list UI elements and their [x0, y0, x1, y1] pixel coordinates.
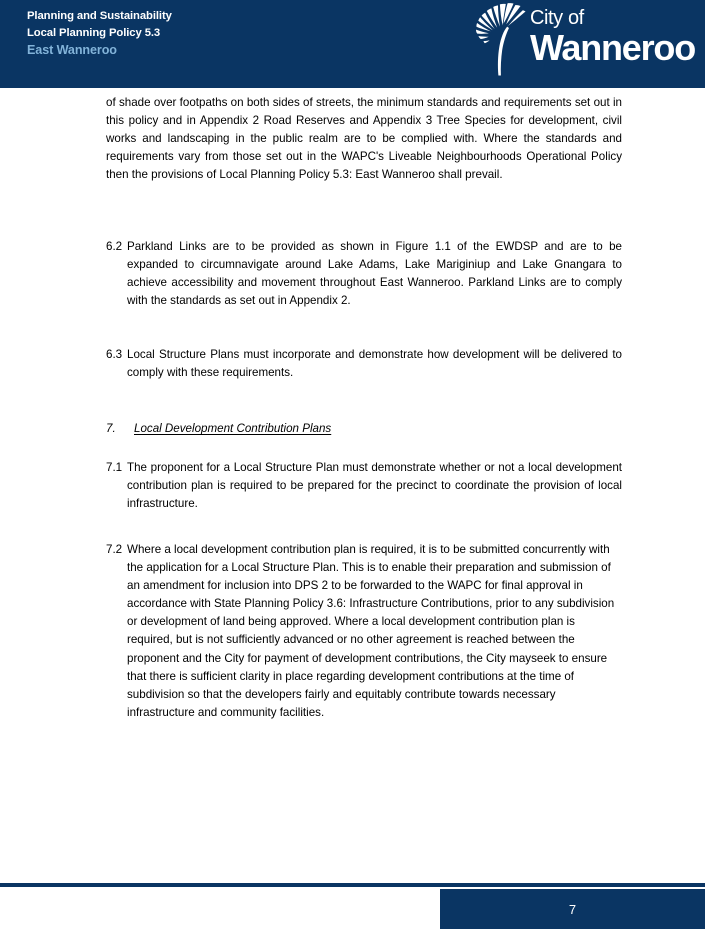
clause-7-2-text: Where a local development contribution plan is required, it is to be submitted concurrently with the application for a Local Structure Plan. This is to enable their preparation and submission of an amendment for inclusion into DPS 2 to be forwarded to the WAPC for final approval in accordance with State Planning Policy 3.6: Infrastructure Contributions, prior to any subdivision or development of land being approved. Where a local development contribution plan is required, but is not sufficiently advanced or no other agreement is reached between the proponent and the City for payment of development contributions, the City mayseek to ensure that there is sufficient clarity in place regarding development contributions at the time of subdivision so that the developers fairly and equitably contribute towards necessary infrastructure and community facilities.	[127, 543, 615, 719]
paragraph-continued-text: of shade over footpaths on both sides of streets, the minimum standards and requirements set out in this policy and in Appendix 2 Road Reserves and Appendix 3 Tree Species for development, civil works and landscaping in the public realm are to be complied with. Where the standards and requirements vary from those set out in the WAPC's Liveable Neighbourhoods Operational Policy then the provisions of Local Planning Policy 5.3: East Wanneroo shall prevail.	[106, 96, 622, 182]
section-7-heading	[106, 420, 622, 438]
clause-6-2-text: Parkland Links are to be provided as shown in Figure 1.1 of the EWDSP and are to be expanded to circumnavigate around Lake Adams, Lake Mariginiup and Lake Gnangara to achieve accessibility and movement throughout East Wanneroo. Parkland Links are to comply with the standards as set out in Appendix 2.	[127, 240, 622, 308]
footer-divider	[0, 883, 705, 887]
clause-7-1-number: 7.1	[106, 461, 123, 474]
clause-7-1-text: The proponent for a Local Structure Plan must demonstrate whether or not a local development contribution plan is required to be prepared for the precinct to coordinate the provision of local infrastructure.	[127, 461, 622, 511]
clause-6-3-text: Local Structure Plans must incorporate and demonstrate how development will be delivered to comply with these requirements.	[127, 348, 622, 380]
header-policy-line: Local Planning Policy 5.3	[27, 26, 161, 39]
logo-wordmark	[530, 8, 695, 67]
clause-6-2	[106, 238, 622, 310]
paragraph-continued	[106, 94, 622, 184]
clause-7-2-number: 7.2	[106, 543, 123, 556]
clause-7-1	[106, 459, 622, 513]
clause-6-3	[106, 346, 622, 382]
logo-city-of-text: City of	[529, 7, 584, 29]
page-number: 7	[568, 901, 577, 917]
section-7-number: 7.	[106, 422, 116, 435]
logo-wanneroo-text: Wanneroo	[529, 27, 695, 68]
city-of-wanneroo-logo	[473, 2, 695, 76]
clause-6-3-number: 6.3	[106, 348, 123, 361]
grasstree-icon	[473, 2, 529, 76]
page-header	[0, 0, 705, 88]
header-department-line: Planning and Sustainability	[27, 10, 172, 22]
section-7-title: Local Development Contribution Plans	[134, 422, 332, 435]
clause-7-2	[106, 541, 618, 722]
page-footer	[0, 883, 705, 929]
header-title-block	[27, 8, 172, 60]
clause-6-2-number: 6.2	[106, 240, 123, 253]
footer-page-number-block	[440, 889, 705, 929]
header-subtitle-line: East Wanneroo	[27, 43, 117, 58]
